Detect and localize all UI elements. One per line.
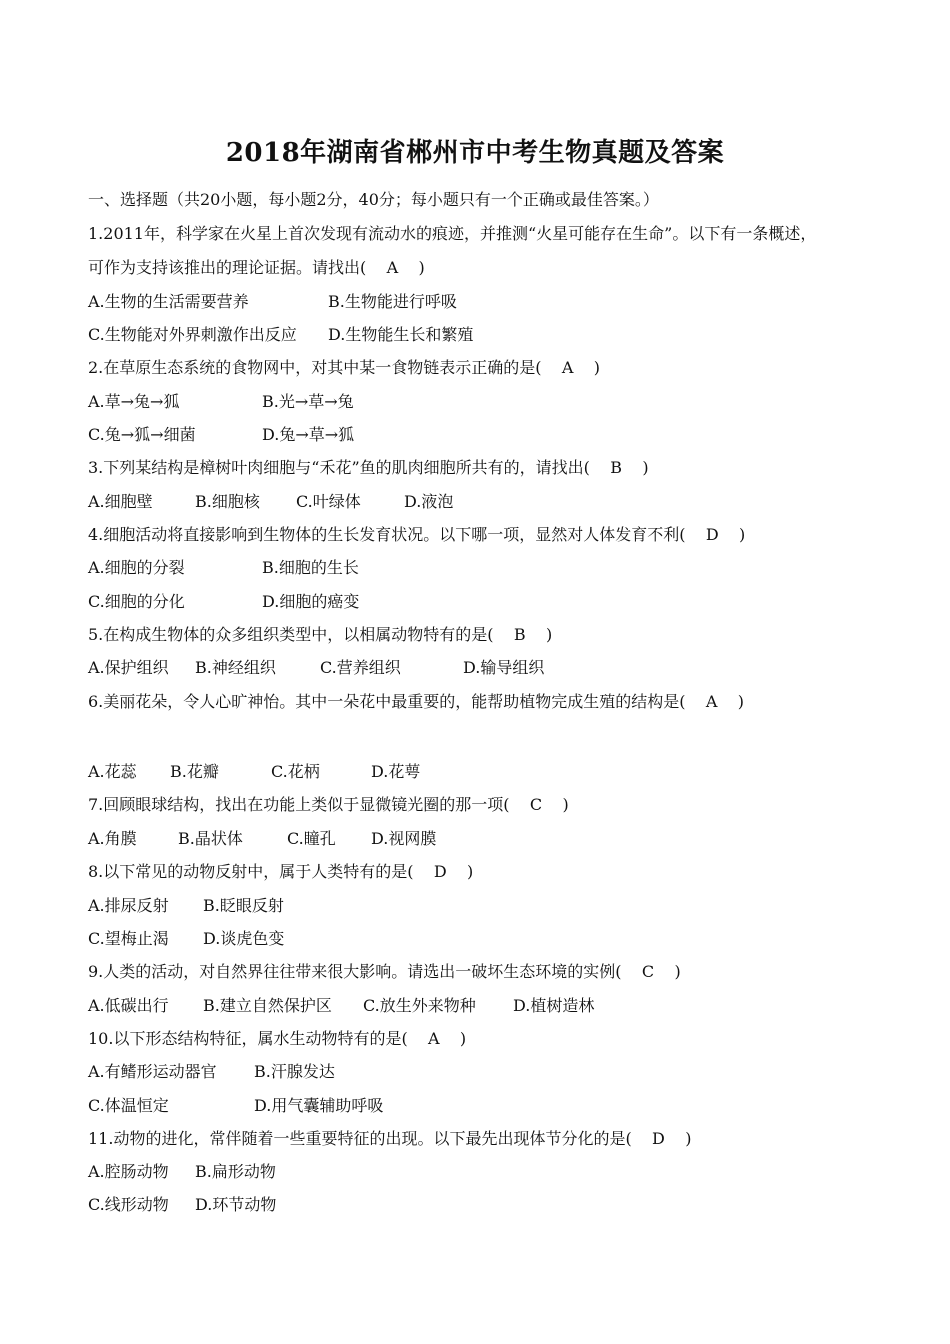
question-8-stem: 8.以下常见的动物反射中，属于人类特有的是( D ): [88, 862, 474, 881]
question-8-option-d: D.谈虎色变: [203, 929, 285, 948]
question-1-option-a: A.生物的生活需要营养: [88, 292, 249, 311]
question-1-stem-line-1: 1.2011年，科学家在火星上首次发现有流动水的痕迹，并推测“火星可能存在生命”。以下有一条概述，: [88, 224, 817, 243]
question-6-stem: 6.美丽花朵，令人心旷神怡。其中一朵花中最重要的，能帮助植物完成生殖的结构是( A ): [88, 692, 744, 711]
question-1-option-b: B.生物能进行呼吸: [328, 292, 457, 311]
question-11-option-b: B.扁形动物: [195, 1162, 276, 1181]
question-10-option-a: A.有鳍形运动器官: [88, 1062, 217, 1081]
question-2-option-c: C.兔→狐→细菌: [88, 425, 196, 444]
question-7-option-b: B.晶状体: [178, 829, 243, 848]
question-9-option-d: D.植树造林: [513, 996, 595, 1015]
question-1-stem-line-2: 可作为支持该推出的理论证据。请找出( A ): [88, 258, 425, 277]
question-8-option-a: A.排尿反射: [88, 896, 169, 915]
question-9-option-b: B.建立自然保护区: [203, 996, 332, 1015]
question-9-option-c: C.放生外来物种: [363, 996, 476, 1015]
question-5-stem: 5.在构成生物体的众多组织类型中，以相属动物特有的是( B ): [88, 625, 553, 644]
question-11-option-d: D.环节动物: [195, 1195, 277, 1214]
question-3-option-b: B.细胞核: [195, 492, 260, 511]
question-4-option-d: D.细胞的癌变: [262, 592, 360, 611]
question-10-option-c: C.体温恒定: [88, 1096, 169, 1115]
question-7-option-c: C.瞳孔: [287, 829, 336, 848]
question-11-stem: 11.动物的进化，常伴随着一些重要特征的出现。以下最先出现体节分化的是( D ): [88, 1129, 692, 1148]
page-title: 2018年湖南省郴州市中考生物真题及答案: [225, 138, 725, 168]
question-3-stem: 3.下列某结构是樟树叶肉细胞与“禾花”鱼的肌肉细胞所共有的，请找出( B ): [88, 458, 649, 477]
question-10-option-b: B.汗腺发达: [254, 1062, 335, 1081]
question-9-option-a: A.低碳出行: [88, 996, 169, 1015]
question-1-option-d: D.生物能生长和繁殖: [328, 325, 474, 344]
question-11-option-c: C.线形动物: [88, 1195, 169, 1214]
question-3-option-d: D.液泡: [404, 492, 454, 511]
question-7-stem: 7.回顾眼球结构，找出在功能上类似于显微镜光圈的那一项( C ): [88, 795, 569, 814]
section-heading: 一、选择题（共20小题，每小题2分，40分；每小题只有一个正确或最佳答案。）: [88, 190, 659, 209]
question-4-stem: 4.细胞活动将直接影响到生物体的生长发育状况。以下哪一项，显然对人体发育不利( D ): [88, 525, 746, 544]
question-8-option-c: C.望梅止渴: [88, 929, 169, 948]
question-2-option-b: B.光→草→兔: [262, 392, 354, 411]
question-6-option-b: B.花瓣: [170, 762, 219, 781]
question-10-option-d: D.用气囊辅助呼吸: [254, 1096, 384, 1115]
question-3-option-a: A.细胞壁: [88, 492, 153, 511]
question-2-stem: 2.在草原生态系统的食物网中，对其中某一食物链表示正确的是( A ): [88, 358, 600, 377]
question-8-option-b: B.眨眼反射: [203, 896, 284, 915]
question-9-stem: 9.人类的活动，对自然界往往带来很大影响。请选出一破坏生态环境的实例( C ): [88, 962, 681, 981]
question-6-option-d: D.花萼: [371, 762, 421, 781]
question-11-option-a: A.腔肠动物: [88, 1162, 169, 1181]
question-6-option-a: A.花蕊: [88, 762, 137, 781]
question-7-option-a: A.角膜: [88, 829, 137, 848]
question-6-option-c: C.花柄: [271, 762, 320, 781]
question-2-option-a: A.草→兔→狐: [88, 392, 180, 411]
question-5-option-a: A.保护组织: [88, 658, 169, 677]
question-5-option-b: B.神经组织: [195, 658, 276, 677]
question-5-option-c: C.营养组织: [320, 658, 401, 677]
question-4-option-a: A.细胞的分裂: [88, 558, 185, 577]
question-10-stem: 10.以下形态结构特征，属水生动物特有的是( A ): [88, 1029, 467, 1048]
question-4-option-c: C.细胞的分化: [88, 592, 185, 611]
question-5-option-d: D.输导组织: [463, 658, 545, 677]
question-3-option-c: C.叶绿体: [296, 492, 361, 511]
question-4-option-b: B.细胞的生长: [262, 558, 359, 577]
question-7-option-d: D.视网膜: [371, 829, 437, 848]
question-1-option-c: C.生物能对外界刺激作出反应: [88, 325, 297, 344]
question-2-option-d: D.兔→草→狐: [262, 425, 355, 444]
